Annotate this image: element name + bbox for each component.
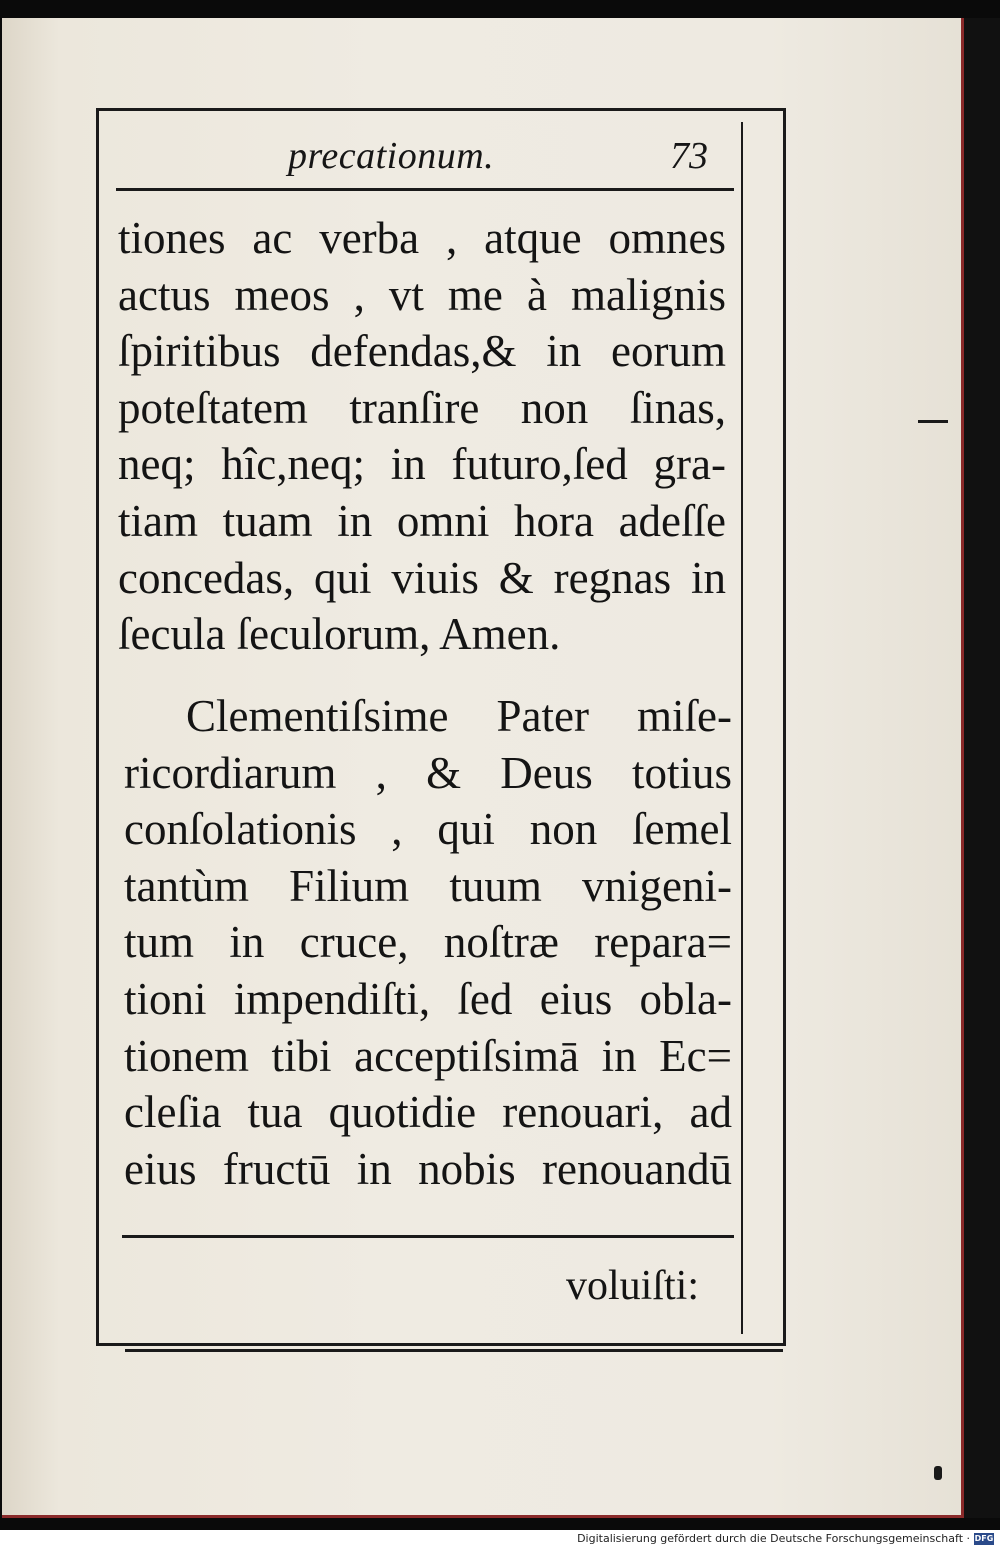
dfg-logo-icon: DFG (974, 1534, 994, 1543)
page-border-bottom (125, 1349, 783, 1352)
catchword: voluiſti: (566, 1263, 700, 1309)
text-line: tiam tuam in omni hora adeſſe (118, 495, 726, 546)
text-line: ſpiritibus defendas,& in eorum (118, 326, 726, 377)
paragraph-2 (124, 688, 744, 1197)
text-line: ſecula ſeculorum, Amen. (118, 609, 561, 660)
text-line: concedas, qui viuis & regnas in (118, 552, 726, 603)
page-number: 73 (670, 135, 708, 177)
head-rule (116, 188, 734, 191)
foot-rule (122, 1235, 734, 1238)
text-line: tioni impendiſti, ſed eius obla- (124, 973, 732, 1024)
paragraph-1 (118, 210, 738, 663)
text-line: conſolationis , qui non ſemel (124, 804, 732, 855)
text-line: eius fructū in nobis renouandū (124, 1143, 732, 1194)
text-line: tionem tibi acceptiſsimā in Ec= (124, 1030, 732, 1081)
text-line: cleſia tua quotidie renouari, ad (124, 1087, 732, 1138)
text-line: poteſtatem tranſire non ſinas, (118, 382, 726, 433)
text-line: neq; hîc,neq; in futuro,ſed gra- (118, 439, 726, 490)
footer-credit: Digitalisierung gefördert durch die Deutsche Forschungsgemeinschaft · (577, 1532, 970, 1545)
margin-mark (918, 420, 948, 423)
text-line: Clementiſsime Pater miſe- (186, 691, 732, 741)
text-line: actus meos , vt me à malignis (118, 269, 726, 320)
scan-edge-shadow (964, 18, 1000, 1518)
text-line: tiones ac verba , atque omnes (118, 213, 726, 263)
digitization-footer (0, 1530, 1000, 1548)
text-line: ricordiarum , & Deus totius (124, 747, 732, 798)
text-line: tum in cruce, noſtræ repara= (124, 917, 732, 968)
text-line: tantùm Filium tuum vnigeni- (124, 860, 732, 911)
running-head (118, 128, 718, 188)
running-head-title: precationum. (288, 135, 495, 177)
ink-speck (934, 1466, 942, 1480)
